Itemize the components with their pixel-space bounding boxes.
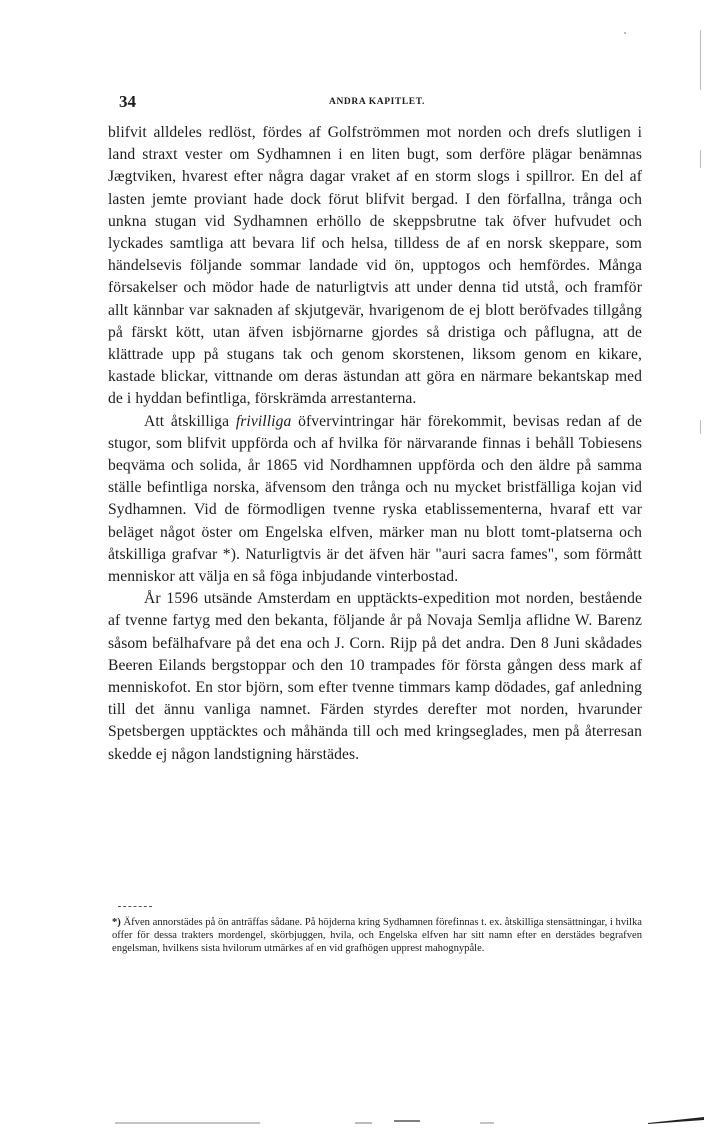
main-text — [108, 122, 642, 766]
scan-streak — [648, 1117, 704, 1124]
scan-mark-2 — [700, 150, 701, 168]
paragraph-2-start: Att åtskilliga — [144, 412, 236, 430]
scan-mark-3 — [700, 420, 701, 434]
scan-mark-4 — [624, 32, 626, 34]
paragraph-1: blifvit alldeles redlöst, fördes af Golfströmmen mot norden och drefs slutligen i land straxt vester om Sydhamnen i en liten bugt, som derföre plägar benämnas Jægtviken, hvarest efter några dagar vraket af en storm slogs i spillror. En del af lasten jemte proviant hade dock förut blifvit bergad. I den förfallna, trånga och unkna stugan vid Sydhamnen erhöllo de skeppsbrutne tak öfver hufvudet och lyckades samtliga att bevara lif och helsa, tilldess de af en norsk skeppare, som händelsevis följande sommar landade vid ön, upptogos och hemfördes. Många försakelser och mödor hade de naturligtvis att under denna tid utstå, och framför allt kännbar var saknaden af skjutgevär, hvarigenom de ej blott beröfvades tillgång på färskt kött, utan äfven isbjörnarne gjordes så dristiga och påflugna, att de klättrade upp på stugans tak och genom skorstenen, liksom genom en kikare, kastade blickar, vittnande om deras ästundan att göra en närmare bekantskap med de i hyddan befintliga, förskrämda arrestanterna. — [108, 124, 642, 408]
footnote-text: Äfven annorstädes på ön anträffas sådane. På höjderna kring Sydhamnen förefinnas t. ex. åtskilliga stensättningar, i hvilka offer för dessa trakters mordengel, skörbjuggen, hvila, och Engelska elfven har sitt namn efter en derstädes begrafven engelsman, hvilkens sista hvilorum utmärkes af en vid grafhögen upprest mahognypåle. — [112, 917, 643, 955]
scan-bottom-edge — [0, 1093, 704, 1133]
page-number: 34 — [119, 92, 136, 111]
running-head: ANDRA KAPITLET. — [329, 97, 425, 107]
footnote — [112, 916, 642, 956]
paragraph-2-rest: öfvervintringar här förekommit, bevisas redan af de stugor, som blifvit uppförda och af hvilka för närvarande finnas i behåll Tobiesens beqväma och solida, år 1865 vid Nordhamnen uppförda och den äldre på samma ställe befintliga norska, äfvensom den trånga och nu mycket bristfälliga kojan vid Sydhamnen. Vid de förmodligen tvenne ryska etablissementerna, hvaraf ett var beläget något öster om Engelska elfven, märker man nu blott tomt-platserna och åtskilliga grafvar *). Naturligtvis är det äfven här "auri sacra fames", som förmått menniskor att välja en så föga inbjudande vinterbostad. — [108, 412, 643, 586]
footnote-divider — [118, 906, 152, 907]
paragraph-3: År 1596 utsände Amsterdam en upptäckts-expedition mot norden, bestående af tvenne fartyg med den bekanta, följande år på Novaja Semlja aflidne W. Barenz såsom befälhafvare på det ena och J. Corn. Rijp på det andra. Den 8 Juni skådades Beeren Eilands bergstoppar och den 10 trampades för första gången dess mark af menniskofot. En stor björn, som efter tvenne timmars kamp dödades, gaf anledning till det ännu vanliga namnet. Färden styrdes derefter mot norden, hvarunder Spetsbergen upptäcktes och måhända till och med kringseglades, men på återresan skedde ej någon landstigning härstädes. — [108, 590, 642, 763]
footnote-paragraph — [112, 916, 642, 956]
page-header — [119, 92, 642, 114]
footnote-marker: *) — [112, 917, 121, 928]
paragraph-2 — [108, 411, 642, 589]
italic-frivilliga: frivilliga — [235, 412, 292, 430]
scan-mark-1 — [700, 30, 701, 90]
